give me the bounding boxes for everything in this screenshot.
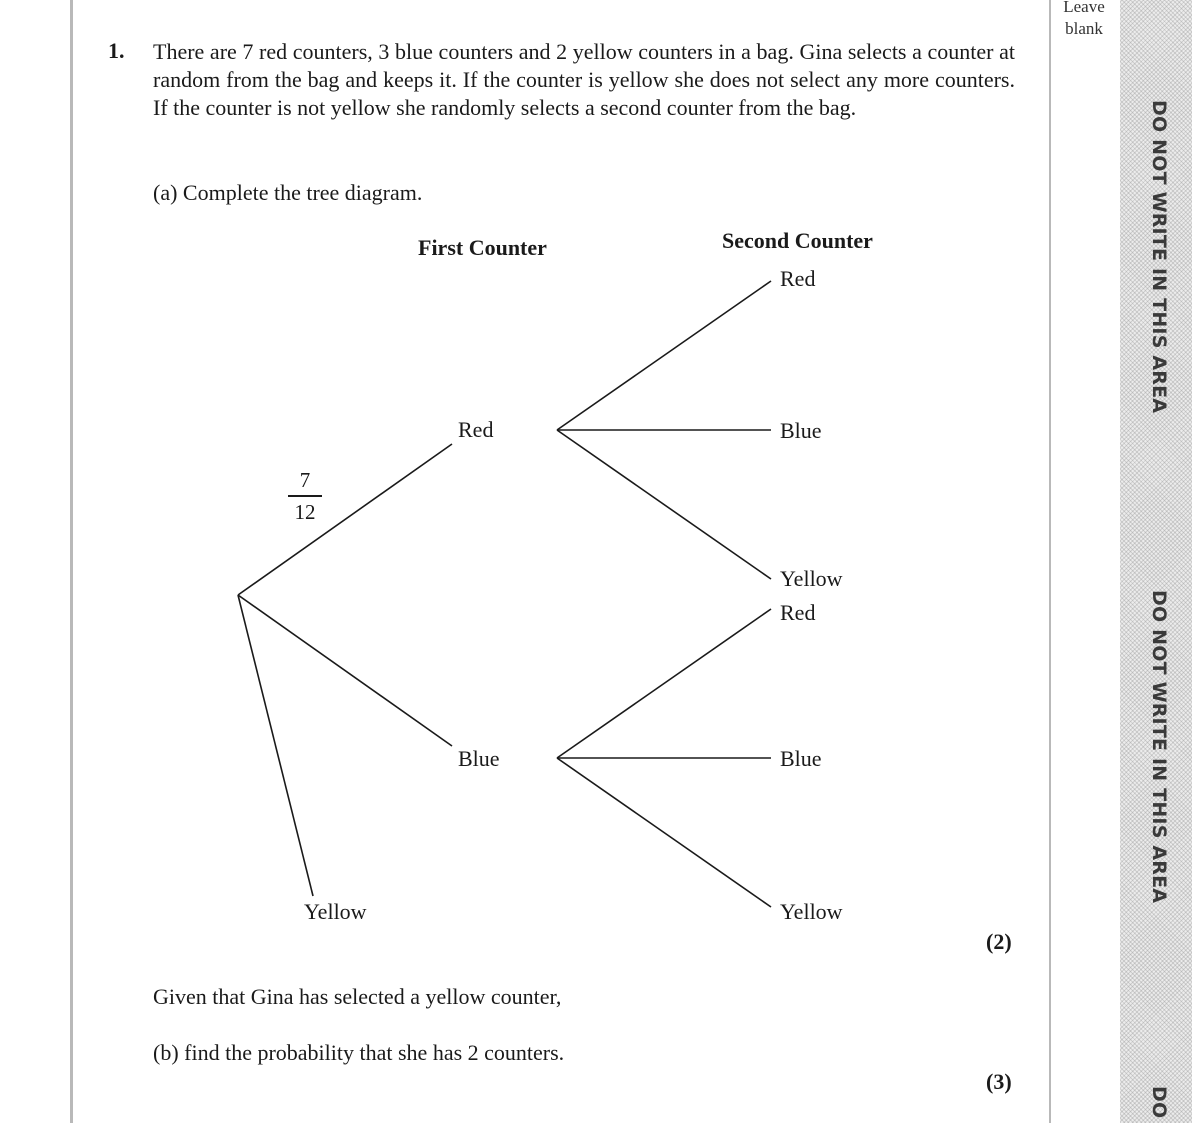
branch-blue-yellow <box>557 758 771 907</box>
label-blue-then-red: Red <box>780 600 816 625</box>
part-b-marks: (3) <box>986 1069 1012 1094</box>
fraction-bar <box>288 495 322 497</box>
label-red-then-blue: Blue <box>780 418 822 443</box>
do-not-write-warning-2: DO NOT WRITE IN THIS AREA <box>1148 590 1170 904</box>
header-second-counter: Second Counter <box>722 228 873 253</box>
do-not-write-warning-1: DO NOT WRITE IN THIS AREA <box>1148 100 1170 414</box>
label-blue-then-blue: Blue <box>780 746 822 771</box>
fraction-numerator: 7 <box>299 468 311 492</box>
part-b-intro: Given that Gina has selected a yellow counter, <box>153 984 562 1009</box>
branch-red-yellow <box>557 430 771 579</box>
fraction-denominator: 12 <box>294 500 316 524</box>
label-first-red: Red <box>458 417 494 442</box>
do-not-write-warning-3: DO <box>1148 1086 1170 1119</box>
part-a-marks: (2) <box>986 929 1012 954</box>
label-red-then-red: Red <box>780 266 816 291</box>
probability-red-fraction <box>288 469 322 523</box>
part-b-prompt: (b) find the probability that she has 2 counters. <box>153 1040 565 1065</box>
leave-blank-line1: Leave <box>1063 0 1105 16</box>
label-first-blue: Blue <box>458 746 500 771</box>
branch-blue-red <box>557 609 771 758</box>
branch-red-red <box>557 281 771 430</box>
leave-blank-line2: blank <box>1065 19 1103 38</box>
branch-first-red <box>238 444 452 595</box>
question-text: There are 7 red counters, 3 blue counters and 2 yellow counters in a bag. Gina selects a counter at random from the bag and keeps it. If the counter is yellow she does not select any more counters. If the counter is not yellow she randomly selects a second counter from the bag. <box>153 39 1015 120</box>
part-a-prompt: (a) Complete the tree diagram. <box>153 180 423 205</box>
label-first-yellow: Yellow <box>304 899 367 924</box>
label-red-then-yellow: Yellow <box>780 566 843 591</box>
label-blue-then-yellow: Yellow <box>780 899 843 924</box>
header-first-counter: First Counter <box>418 235 547 260</box>
question-number: 1. <box>108 38 125 63</box>
